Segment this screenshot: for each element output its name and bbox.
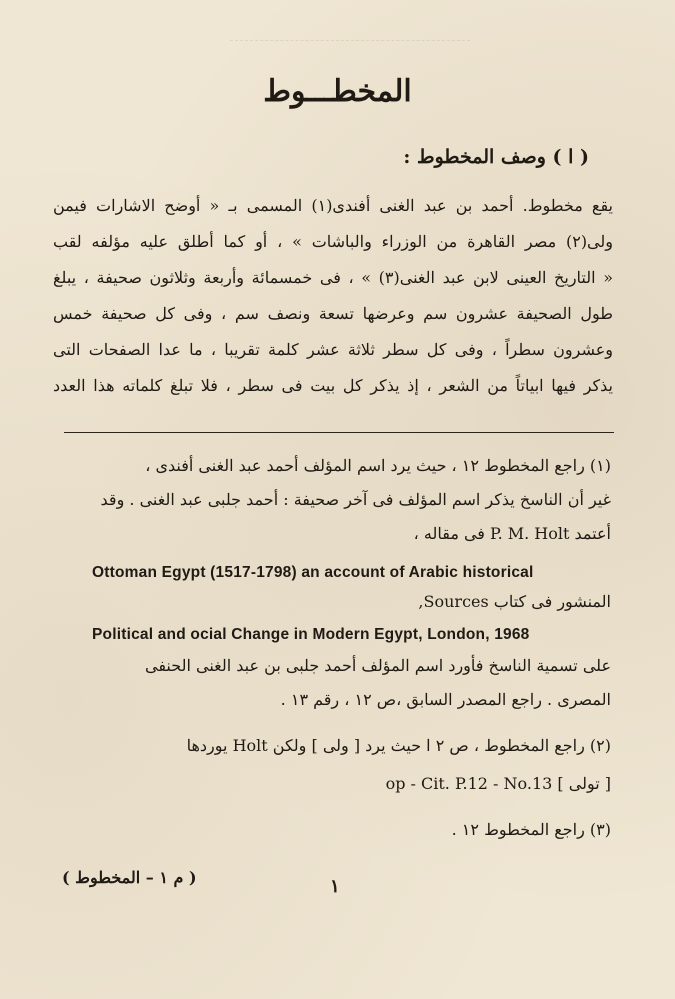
body-line: طول الصحيفة عشرون سم وعرضها تسعة ونصف سم ، وفى كل صحيفة خمس (53, 304, 613, 323)
bleed-through-text (230, 10, 470, 41)
footer-signature: ( م ١ – المخطوط ) (62, 868, 197, 887)
body-line: ولى(٢) مصر القاهرة من الوزراء والباشات » ، أو كما أطلق عليه مؤلفه لقب (53, 232, 613, 251)
body-line: « التاريخ العينى لابن عبد الغنى(٣) » ، فى خمسمائة وأربعة وثلاثون صحيفة ، يبلغ (53, 268, 613, 287)
body-line: وعشرون سطراً ، وفى كل سطر ثلاثة عشر كلمة تقريبا ، ما عدا الصفحات التى (53, 340, 613, 359)
footnote-line: المنشور فى كتاب Sources, (418, 592, 611, 611)
body-line: يذكر فيها ابياتاً من الشعر ، إذ يذكر كل بيت فى سطر ، فلا تبلغ كلماته هذا العدد (53, 376, 613, 395)
footnote-line: (١) راجع المخطوط ١٢ ، حيث يرد اسم المؤلف أحمد عبد الغنى أفندى ، (145, 456, 611, 475)
footnote-line: أعتمد P. M. Holt فى مقاله ، (413, 524, 611, 543)
page-number: ١ (330, 876, 340, 897)
footnote-line: (٣) راجع المخطوط ١٢ . (451, 820, 611, 839)
body-line: يقع مخطوط. أحمد بن عبد الغنى أفندى(١) المسمى بـ « أوضح الاشارات فيمن (53, 196, 613, 215)
footnote-divider (64, 432, 614, 433)
page-title: المخطـــوط (263, 74, 412, 109)
footnote-line-latin: Political and ocial Change in Modern Egypt, London, 1968 (92, 626, 530, 643)
footnote-line: على تسمية الناسخ فأورد اسم المؤلف أحمد جلبى بن عبد الغنى الحنفى (145, 656, 611, 675)
footnote-line: المصرى . راجع المصدر السابق ،ص ١٢ ، رقم ١٣ . (280, 690, 611, 709)
footnote-line: غير أن الناسخ يذكر اسم المؤلف فى آخر صحيفة : أحمد جلبى عبد الغنى . وقد (100, 490, 611, 509)
section-heading: ( ا ) وصف المخطوط : (403, 146, 589, 168)
footnote-line: (٢) راجع المخطوط ، ص ٢ ا حيث يرد [ ولى ] ولكن Holt يوردها (186, 736, 611, 755)
footnote-line-latin: Ottoman Egypt (1517-1798) an account of Arabic historical (92, 564, 534, 581)
footnote-line: [ تولى ] op - Cit. P.12 - No.13 (385, 774, 611, 793)
